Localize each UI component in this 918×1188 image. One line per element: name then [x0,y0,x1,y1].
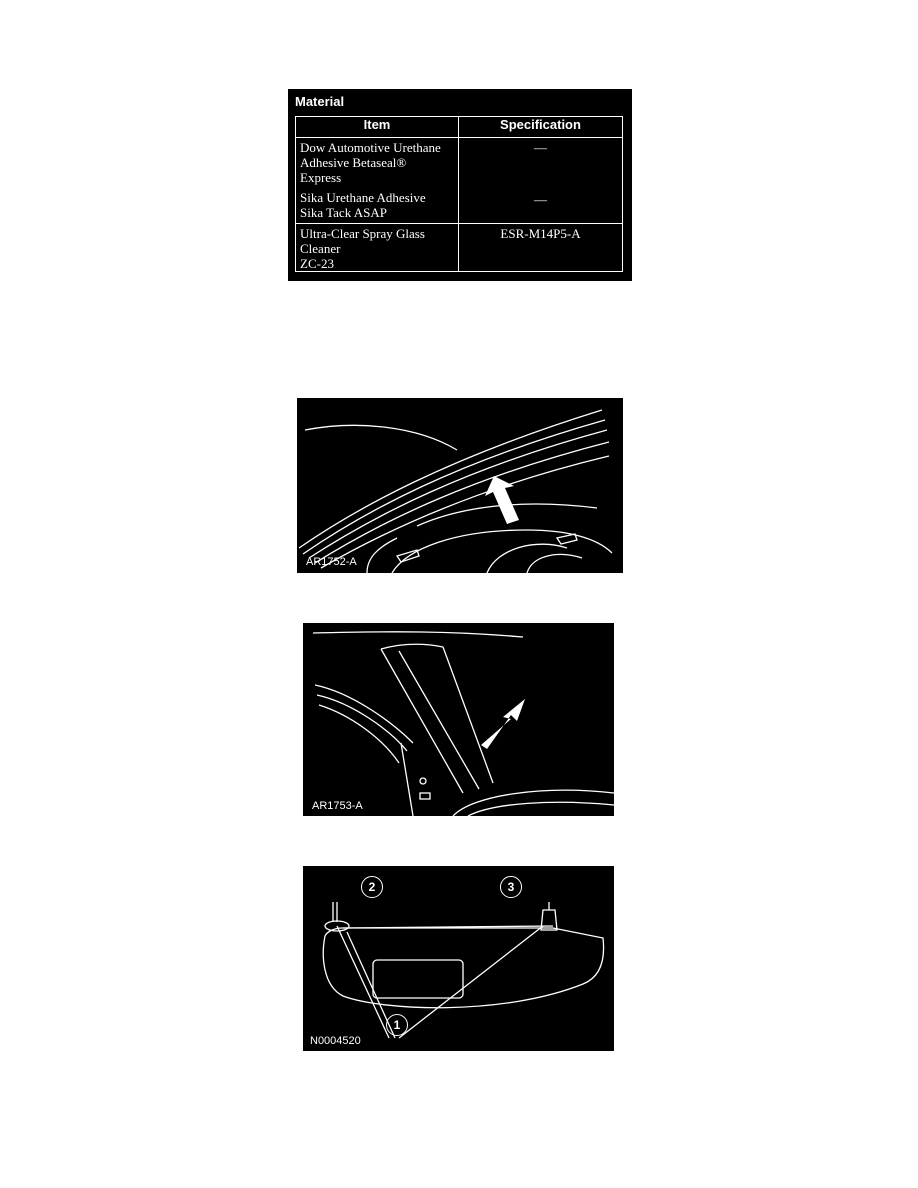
table-row [296,224,623,272]
a-pillar-trim-illustration [303,623,614,816]
item-column-header: Item [296,117,459,138]
table-header-row [296,117,623,138]
figure-label: N0004520 [310,1035,361,1047]
item-line: Ultra-Clear Spray Glass [300,226,425,241]
spec-value: ESR-M14P5-A [500,226,581,241]
item-line: Sika Tack ASAP [300,205,387,220]
figure-sun-visor [303,866,614,1051]
table-row [296,138,623,224]
spec-value: — [534,140,547,155]
arrow-icon [481,699,525,749]
figure-label: AR1753-A [312,800,363,812]
item-line: Dow Automotive Urethane [300,140,441,155]
callout-2: 2 [361,876,383,898]
sun-visor-illustration [303,866,614,1051]
figure-windshield-moulding [297,398,623,573]
specification-column-header: Specification [459,117,623,138]
item-line: Sika Urethane Adhesive [300,190,426,205]
spec-cell [459,224,623,272]
material-table [295,116,623,272]
item-line: Cleaner [300,241,341,256]
item-line: Adhesive Betaseal® [300,155,407,170]
figure-a-pillar-trim [303,623,614,816]
spec-value: — [534,192,547,207]
item-cell [296,138,459,224]
callout-3: 3 [500,876,522,898]
figure-label: AR1752-A [306,556,357,568]
windshield-moulding-illustration [297,398,623,573]
item-line: Express [300,170,342,185]
item-line: ZC-23 [300,256,334,271]
spec-cell [459,138,623,224]
callout-1: 1 [386,1014,408,1036]
material-table-panel [288,89,632,281]
material-table-title: Material [295,94,345,109]
item-cell [296,224,459,272]
